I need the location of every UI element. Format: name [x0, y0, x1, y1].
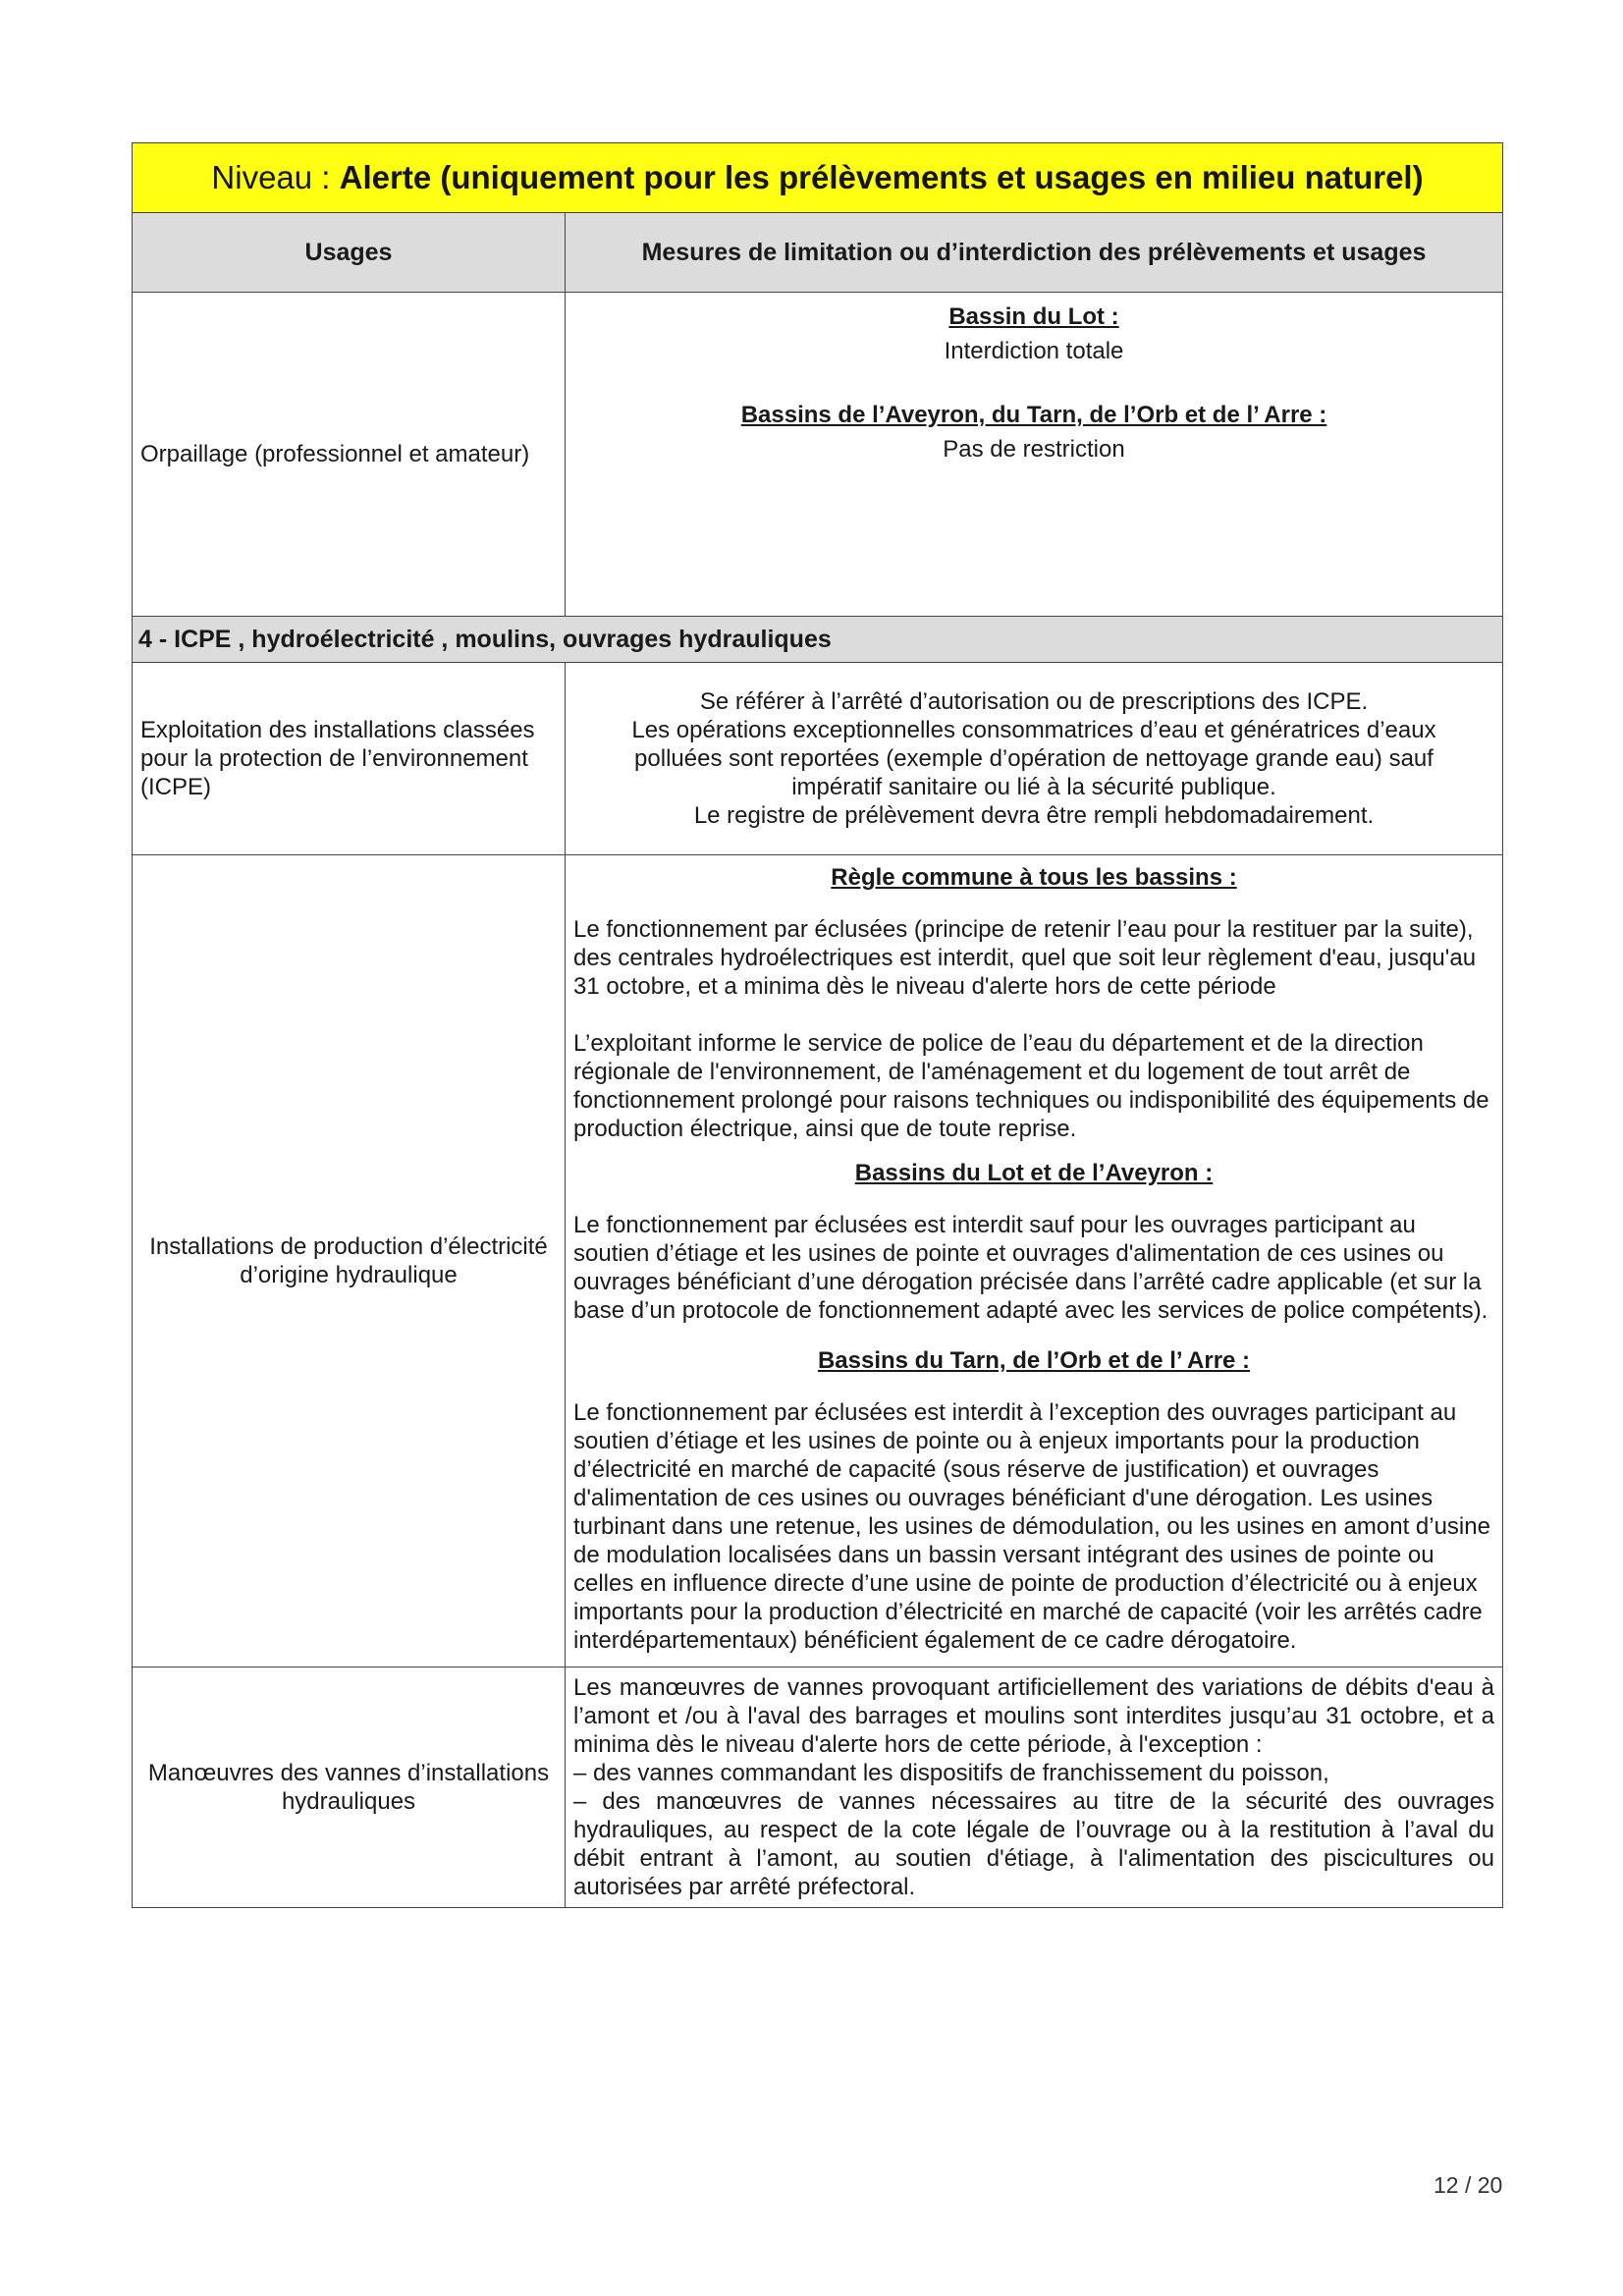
section-4-title: 4 - ICPE , hydroélectricité , moulins, ouvrages hydrauliques [133, 617, 1503, 663]
header-measures: Mesures de limitation ou d’interdiction des prélèvements et usages [566, 213, 1503, 293]
banner-title: Alerte (uniquement pour les prélèvements et usages en milieu naturel) [339, 159, 1424, 195]
usage-orpaillage-label: Orpaillage (professionnel et amateur) [140, 441, 530, 467]
orpaillage-lot-text: Interdiction totale [944, 338, 1124, 364]
hydro-tarn-text: Le fonctionnement par éclusées est interdit à l’exception des ouvrages participant au soutien d’étiage et les usines de pointe ou à enjeux importants pour la production d’électricité en marché de capacité (sous réserve de justification) et ouvrages d'alimentation de ces usines ou ouvrages bénéficiant d'une dérogation. Les usines turbinant dans une retenue, les usines de démodulation, ou les usines en amont d’usine de modulation localisées dans un bassin versant intégrant des usines de pointe ou celles en influence directe d’une usine de pointe de production d’électricité ou à enjeux importants pour la production d’électricité en marché de capacité (voir les arrêtés cadre interdépartementaux) bénéficient également de ce cadre dérogatoire. [573, 1399, 1490, 1654]
orpaillage-lot-title: Bassin du Lot : [948, 303, 1119, 330]
hydro-common-p1: Le fonctionnement par éclusées (principe de retenir l’eau pour la restituer par la suite), des centrales hydroélectriques est interdit, quel que soit leur règlement d'eau, jusqu'au 31 octobre, et a minima dès le niveau d'alerte hors de cette période [573, 916, 1477, 1000]
hydro-tarn-title: Bassins du Tarn, de l’Orb et de l’ Arre : [817, 1347, 1251, 1374]
icpe-line-3: Le registre de prélèvement devra être rempli hebdomadairement. [693, 802, 1375, 829]
hydro-lot-title: Bassins du Lot et de l’Aveyron : [854, 1160, 1214, 1186]
measure-hydro [566, 855, 1503, 1667]
usage-hydro-label: Installations de production d’électricité d’origine hydraulique [149, 1233, 548, 1288]
vannes-p1: Les manœuvres de vannes provoquant artificiellement des variations de débits d'eau à l’amont et /ou à l'aval des barrages et moulins sont interdites jusqu’au 31 octobre, et a minima dès le niveau d'alerte hors de cette période, à l'exception : [573, 1674, 1494, 1758]
hydro-common-p2: L’exploitant informe le service de police de l’eau du département et de la direction régionale de l'environnement, de l'aménagement et du logement de tout arrêt de fonctionnement prolongé pour raisons techniques ou indisponibilité des équipements de production électrique, ainsi que de toute reprise. [573, 1030, 1489, 1142]
banner-prefix: Niveau : [211, 159, 340, 195]
vannes-p3: – des manœuvres de vannes nécessaires au titre de la sécurité des ouvrages hydrauliques, au respect de la cote légale de l’ouvrage ou à la restitution à l’aval du débit entrant à l’amont, au soutien d'étiage, à l'alimentation des piscicultures ou autorisées par arrêté préfectoral. [573, 1788, 1494, 1900]
vannes-p2: – des vannes commandant les dispositifs de franchissement du poisson, [573, 1760, 1329, 1786]
hydro-common-title: Règle commune à tous les bassins : [831, 864, 1237, 891]
measure-orpaillage [566, 293, 1503, 617]
icpe-line-1: Se référer à l’arrêté d’autorisation ou de prescriptions des ICPE. [699, 688, 1369, 715]
usage-icpe-label: Exploitation des installations classées pour la protection de l’environnement (ICPE) [140, 717, 535, 800]
icpe-line-2: Les opérations exceptionnelles consommatrices d’eau et génératrices d’eaux polluées sont reportées (exemple d’opération de nettoyage grande eau) sauf impératif sanitaire ou lié à la sécurité publique. [631, 717, 1436, 800]
usage-orpaillage [133, 293, 566, 617]
hydro-lot-text: Le fonctionnement par éclusées est interdit sauf pour les ouvrages participant au soutien d’étiage et les usines de pointe et ouvrages d'alimentation de ces usines ou ouvrages bénéficiant d’une dérogation précisée dans l’arrêté cadre applicable (et sur la base d’un protocole de fonctionnement adapté avec les services de police compétents). [573, 1212, 1488, 1324]
measures-table [132, 142, 1503, 1908]
orpaillage-others-title: Bassins de l’Aveyron, du Tarn, de l’Orb et de l’ Arre : [740, 402, 1327, 428]
document-page [132, 142, 1502, 1908]
usage-vannes [133, 1667, 566, 1908]
page-number: 12 / 20 [1434, 2172, 1503, 2198]
usage-icpe [133, 663, 566, 855]
measure-icpe [566, 663, 1503, 855]
usage-vannes-label: Manœuvres des vannes d’installations hydrauliques [147, 1760, 550, 1815]
level-banner [133, 143, 1503, 213]
header-usages: Usages [133, 213, 566, 293]
measure-vannes [566, 1667, 1503, 1908]
usage-hydro [133, 855, 566, 1667]
orpaillage-others-text: Pas de restriction [943, 436, 1125, 463]
